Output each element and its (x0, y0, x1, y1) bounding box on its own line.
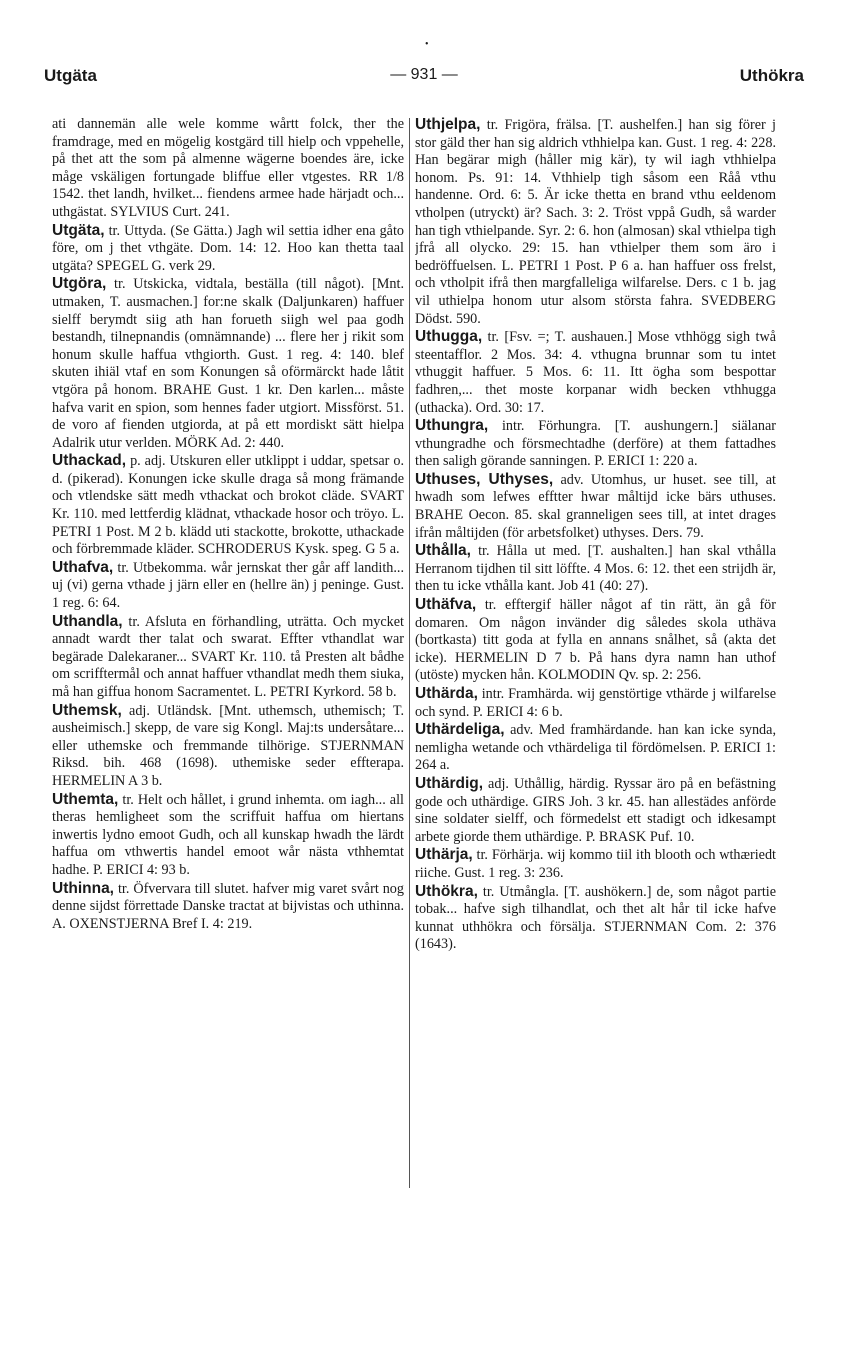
entry-text: tr. Frigöra, frälsa. [T. aushelfen.] han sig förer j stor gäld ther han sig aldrich vthhielpa kan. Gust. 1 reg. 4: 228. Han begärar migh (håller mig kär), ty wil iagh vthhielpa honom. Ps. 91: 14. Vthhielp tigh såsom een Råå vthu handenne. Ord. 6: 5. Är icke thetta en brand vthu eeldenom vtholpen (utryckt) är? Sach. 3: 2. Tröst vppå Gudh, så warder han tigh vthielpande. Syr. 2: 6. hon (almosan) skal vthielpa tigh jfrå all olycko. 29: 15. han vthielper them som äro i bedröffuelsen. L. PETRI 1 Post. P 6 a. han haffuer oss frelst, och vtholpit ifrå then margfalleliga wilfarelse. Ders. c 1 b. jag vil uthielpa honom utur alsom största fahra. SVEDBERG Dödst. 590. (415, 117, 776, 327)
entry-text: tr. efftergif häller något af tin rätt, än gå för domaren. Om någon invänder dig således skola uthäva (bortkasta) titt goda at fylla en annans snålhet, så (akta det icke). HERMELIN D 7 b. På hans dyra namn han uthof (utöste) mycken hån. KOLMODIN Qv. sp. 2: 256. (415, 597, 776, 684)
dictionary-entry (52, 559, 404, 613)
dictionary-entry (52, 275, 404, 452)
entry-text: p. adj. Utskuren eller utklippt i uddar, spetsar o. d. (pikerad). Konungen icke skulle draga så mong främande och vtlendske sätt medh vthackat och brokot cläde. SVART Kr. 110. med lettferdig klädnat, vthackade hosor och tröyo. L. PETRI 1 Post. M 2 b. klädd uti stackotte, brokotte, uthackade och förbremmade kläder. SCHRODERUS Kysk. speg. G 5 a. (52, 453, 404, 558)
header-first-word: Utgäta (44, 66, 97, 85)
page-number: — 931 — (390, 66, 458, 83)
entry-text: ati dannemän alle wele komme wårtt folck, ther the framdrage, med en mögelig kostgärd till hielp och vppehelle, på thet att the som på almenne wägerne boendes äre, icke måge vskäligen fortungade bliffue eller vtgestes. RR 1/8 1542. thet landh, hvilket... fiendens armee hade härjadt och... uthgästat. SYLVIUS Curt. 241. (52, 116, 404, 220)
entry-text: tr. Utbekomma. wår jernskat ther går aff landith... uj (vi) gerna vthade j järn eller en (hellre än) j peninge. Gust. 1 reg. 6: 64. (52, 559, 404, 612)
entry-text: intr. Framhärda. wij genstörtige vthärde j wilfarelse och synd. P. ERICI 4: 6 b. (415, 686, 776, 720)
dictionary-entry (415, 328, 776, 417)
right-column (415, 116, 776, 1196)
entry-text: tr. Helt och hållet, i grund inhemta. om iagh... all theras hemligheet som the scriffuit haffua om hiertans inwertis lydno emoot Gudh, och all kunskap hwadh the lärdt haffua om vthwertis handel emoot wår nästa vthhemtat hadhe. P. ERICI 4: 93 b. (52, 791, 404, 878)
headword: Uthäfva, (415, 596, 477, 614)
headword: Uthärdig, (415, 774, 484, 792)
stray-dot: • (425, 39, 429, 50)
entry-text: adv. Med framhärdande. han kan icke synda, nemligha wetande och vthärdeliga til fördömelsen. P. ERICI 1: 264 a. (415, 722, 776, 774)
headword: Uthemsk, (52, 701, 122, 719)
headword: Uthärda, (415, 685, 478, 702)
dictionary-entry (52, 116, 404, 222)
dictionary-entry (52, 702, 404, 791)
headword: Uthugga, (415, 328, 483, 346)
headword: Uthålla, (415, 542, 471, 560)
dictionary-entry (415, 471, 776, 542)
dictionary-entry (52, 222, 404, 276)
entry-text: tr. Hålla ut med. [T. aushalten.] han skal vthålla Herranom tijdhen til sitt löffte. 4 Mos. 6: 12. thet een strijdh är, then tu icke vthålla kant. Job 41 (40: 27). (415, 543, 776, 595)
headword: Uthökra, (415, 882, 478, 900)
dictionary-entry (415, 883, 776, 954)
entry-text: tr. Utskicka, vidtala, beställa (till något). [Mnt. utmaken, T. ausmachen.] for:ne skalk (Daljunkaren) haffuer sielff berymdt siig ath han forueth siigh wel paa godh bestandh, tilnepnandis (omnämnande) ... flere her j rikit som honum skulle haffua vthgiorth. Gust. 1 reg. 4: 140. blef skuten ihiäl vtaf en som Konungen så oförmärckt hade låtit vtgöra på honom. BRAHE Gust. 1 kr. Den karlen... måste hafva varit en spion, som hennes fader utgiort. Missförst. 51. de voro af fienden utgiorda, at på ett mordiskt sätt hielpa Adalrik utur verlden. MÖRK Ad. 2: 440. (52, 276, 404, 451)
dictionary-entry (52, 880, 404, 934)
dictionary-entry (52, 613, 404, 702)
dictionary-entry (415, 685, 776, 721)
entry-text: tr. Utmångla. [T. aushökern.] de, som något partie tobak... hafve sigh tilhandlat, och thet alt hår til icke hafve kunnat uthhökra och försälja. STJERNMAN Com. 2: 376 (1643). (415, 883, 776, 953)
entry-text: intr. Förhungra. [T. aushungern.] siälanar vthungradhe och försmechtadhe (derföre) at them fattadhes then saligh görande sanningen. P. ERICI 1: 220 a. (415, 418, 776, 470)
dictionary-entry (52, 791, 404, 880)
page-header (44, 66, 804, 92)
headword: Uthärja, (415, 846, 473, 864)
entry-text: tr. Öfvervara till slutet. hafver mig varet svårt nog denne sijdst förrettade Danske tractat at bijvistas och uthinna. A. OXENSTJERNA Bref I. 4: 219. (52, 880, 404, 932)
dictionary-entry (415, 721, 776, 775)
headword: Uthinna, (52, 879, 114, 897)
headword: Uthungra, (415, 417, 489, 435)
headword: Uthjelpa, (415, 116, 481, 133)
entry-text: tr. Förhärja. wij kommo tiil ith blooth och wthæriedt riiche. Gust. 1 reg. 3: 236. (415, 847, 776, 881)
entry-text: adj. Utländsk. [Mnt. uthemsch, uthemisch; T. ausheimisch.] skepp, de vare sig Kongl. Maj:ts undersåtare... eller uthemske och fremmande tilhörige. STJERNMAN Riksd. bih. 468 (1698). uthemiske seder effterapa. HERMELIN A 3 b. (52, 702, 404, 789)
entry-text: tr. Uttyda. (Se Gätta.) Jagh wil settia idher ena gåto före, om j thet vthgäte. Dom. 14: 12. Hoo kan thetta taal utgäta? SPEGEL G. verk 29. (52, 222, 404, 274)
headword: Uthackad, (52, 452, 127, 470)
column-divider (409, 118, 410, 1188)
headword: Uthuses, Uthyses, (415, 470, 554, 488)
entry-text: tr. Afsluta en förhandling, uträtta. Och mycket annadt wardt ther talat och swarat. Effter vthandlat war begärade Dalekaraner... SVART Kr. 110. tå Presten alt bådhe om scrifftermål och annat haffuer vthandlat medh them siuka, må han giffua honom Sacramentet. L. PETRI Kyrkord. 58 b. (52, 613, 404, 700)
headword: Uthafva, (52, 558, 114, 576)
header-last-word: Uthökra (739, 66, 804, 85)
entry-text: adj. Uthållig, härdig. Ryssar äro på en befästning gode och uthärdige. GIRS Joh. 3 kr. 45. han allestädes anförde sine soldater sielff, och förmedelst ett stadigt och idkesampt arbete giorde them uthärdige. P. BRASK Puf. 10. (415, 775, 776, 845)
headword: Utgäta, (52, 221, 105, 239)
dictionary-entry (415, 542, 776, 596)
headword: Uthandla, (52, 612, 123, 630)
dictionary-entry (415, 596, 776, 685)
dictionary-entry (415, 417, 776, 471)
dictionary-entry (415, 116, 776, 328)
entry-text: adv. Utomhus, ur huset. see till, at hwadh som lefwes efftter hwar måltijd icke bärs uthuses. BRAHE Oecon. 85. skal granneligen sees till, at intet drages ifrån måltijden (för arbetsfolket) uthyses. Ders. 79. (415, 471, 776, 541)
dictionary-entry (52, 452, 404, 559)
entry-text: tr. [Fsv. =; T. aushauen.] Mose vthhögg sigh twå steentafflor. 2 Mos. 34: 4. vthugna brunnar som tu intet vthuggit haffuer. 5 Mos. 6: 11. Itt ögha som bespottar fadhren,... thet moste korpanar widh becken vthhugga (uthacka). Ord. 30: 17. (415, 329, 776, 416)
dictionary-entry (415, 846, 776, 882)
headword: Uthärdeliga, (415, 721, 505, 739)
headword: Utgöra, (52, 275, 107, 293)
headword: Uthemta, (52, 790, 119, 808)
left-column (52, 116, 404, 1196)
dictionary-entry (415, 775, 776, 846)
